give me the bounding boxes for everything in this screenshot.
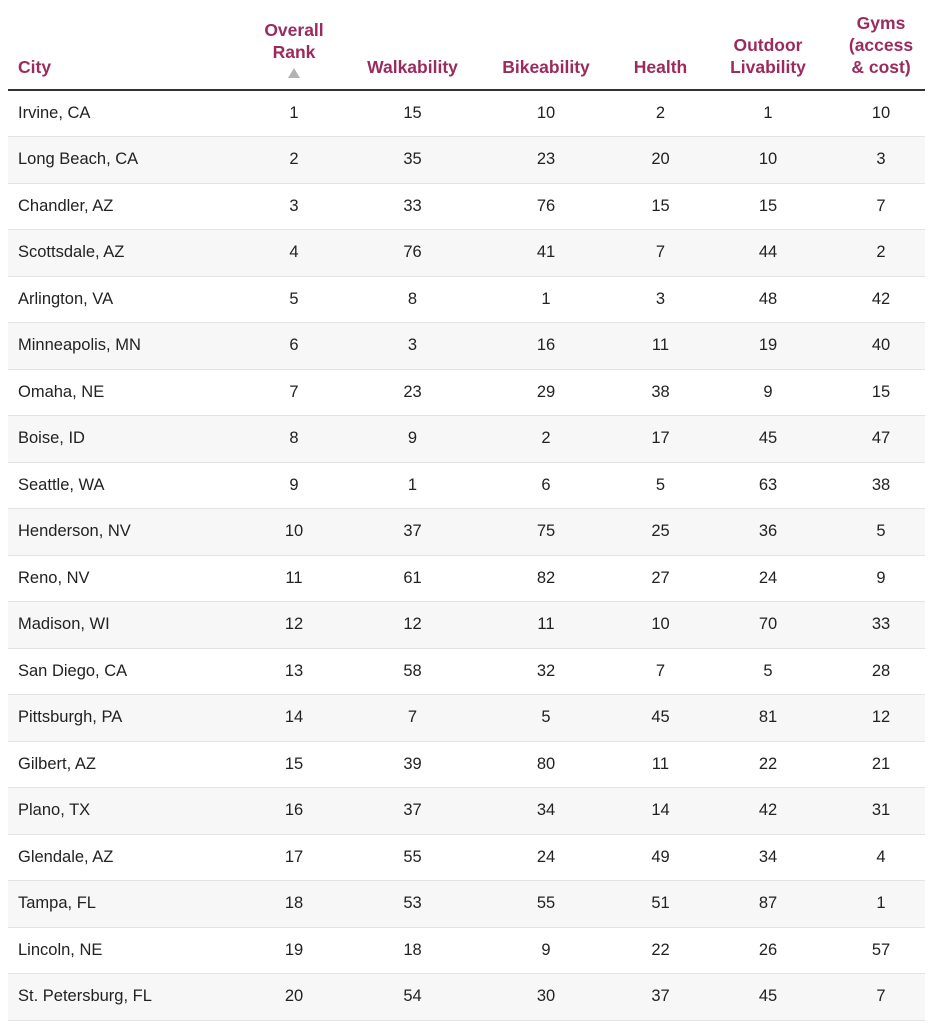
table-row	[8, 509, 925, 556]
city-cell: Gilbert, AZ	[8, 741, 233, 788]
gyms-cell: 38	[837, 462, 925, 509]
outdoor-livability-cell: 48	[699, 276, 837, 323]
column-header-overall-rank-line-1: Overall	[264, 20, 324, 40]
column-header-gyms-line-2: (access	[848, 35, 914, 55]
table-row	[8, 695, 925, 742]
city-cell: Pittsburgh, PA	[8, 695, 233, 742]
city-cell: St. Petersburg, FL	[8, 974, 233, 1021]
overall-rank-cell: 13	[233, 648, 355, 695]
health-cell: 27	[622, 555, 699, 602]
table-row	[8, 788, 925, 835]
gyms-cell: 7	[837, 183, 925, 230]
outdoor-livability-cell: 81	[699, 695, 837, 742]
gyms-cell: 7	[837, 974, 925, 1021]
city-cell: Long Beach, CA	[8, 137, 233, 184]
column-header-overall-rank[interactable]	[233, 0, 355, 90]
outdoor-livability-cell: 70	[699, 602, 837, 649]
outdoor-livability-cell: 22	[699, 741, 837, 788]
overall-rank-cell: 15	[233, 741, 355, 788]
city-cell: San Diego, CA	[8, 648, 233, 695]
overall-rank-cell: 14	[233, 695, 355, 742]
overall-rank-cell: 5	[233, 276, 355, 323]
walkability-cell: 58	[355, 648, 470, 695]
outdoor-livability-cell: 24	[699, 555, 837, 602]
city-cell: Omaha, NE	[8, 369, 233, 416]
city-cell: Tampa, FL	[8, 881, 233, 928]
walkability-cell: 37	[355, 509, 470, 556]
city-cell: Irvine, CA	[8, 90, 233, 137]
bikeability-cell: 24	[470, 834, 622, 881]
gyms-cell: 9	[837, 555, 925, 602]
bikeability-cell: 41	[470, 230, 622, 277]
walkability-cell: 15	[355, 90, 470, 137]
gyms-cell: 40	[837, 323, 925, 370]
outdoor-livability-cell: 45	[699, 974, 837, 1021]
column-header-gyms-line-3: & cost)	[851, 57, 911, 77]
table-row	[8, 90, 925, 137]
column-header-overall-rank-line-2: Rank	[272, 42, 316, 62]
health-cell: 3	[622, 276, 699, 323]
outdoor-livability-cell: 42	[699, 788, 837, 835]
bikeability-cell: 30	[470, 974, 622, 1021]
table-row	[8, 276, 925, 323]
bikeability-cell: 55	[470, 881, 622, 928]
column-header-walkability[interactable]	[355, 0, 470, 90]
bikeability-cell: 82	[470, 555, 622, 602]
column-header-city-label: City	[18, 57, 52, 77]
outdoor-livability-cell: 44	[699, 230, 837, 277]
table-row	[8, 881, 925, 928]
gyms-cell: 31	[837, 788, 925, 835]
column-header-health[interactable]	[622, 0, 699, 90]
overall-rank-cell: 19	[233, 927, 355, 974]
overall-rank-cell: 10	[233, 509, 355, 556]
bikeability-cell: 11	[470, 602, 622, 649]
overall-rank-cell: 4	[233, 230, 355, 277]
column-header-health-label: Health	[633, 57, 688, 77]
walkability-cell: 54	[355, 974, 470, 1021]
table-row	[8, 741, 925, 788]
gyms-cell: 33	[837, 602, 925, 649]
walkability-cell: 76	[355, 230, 470, 277]
bikeability-cell: 29	[470, 369, 622, 416]
walkability-cell: 33	[355, 183, 470, 230]
gyms-cell: 42	[837, 276, 925, 323]
table-row	[8, 927, 925, 974]
overall-rank-cell: 20	[233, 974, 355, 1021]
table-row	[8, 137, 925, 184]
city-cell: Chandler, AZ	[8, 183, 233, 230]
gyms-cell: 15	[837, 369, 925, 416]
column-header-city[interactable]	[8, 0, 233, 90]
column-header-walkability-label: Walkability	[367, 57, 458, 77]
column-header-outdoor-livability-line-1: Outdoor	[733, 35, 803, 55]
city-cell: Seattle, WA	[8, 462, 233, 509]
city-cell: Reno, NV	[8, 555, 233, 602]
walkability-cell: 7	[355, 695, 470, 742]
health-cell: 37	[622, 974, 699, 1021]
walkability-cell: 8	[355, 276, 470, 323]
table-row	[8, 369, 925, 416]
bikeability-cell: 76	[470, 183, 622, 230]
walkability-cell: 9	[355, 416, 470, 463]
gyms-cell: 12	[837, 695, 925, 742]
walkability-cell: 35	[355, 137, 470, 184]
table-row	[8, 462, 925, 509]
health-cell: 7	[622, 648, 699, 695]
walkability-cell: 18	[355, 927, 470, 974]
health-cell: 49	[622, 834, 699, 881]
gyms-cell: 21	[837, 741, 925, 788]
walkability-cell: 39	[355, 741, 470, 788]
overall-rank-cell: 16	[233, 788, 355, 835]
gyms-cell: 4	[837, 834, 925, 881]
city-cell: Plano, TX	[8, 788, 233, 835]
walkability-cell: 37	[355, 788, 470, 835]
health-cell: 38	[622, 369, 699, 416]
column-header-bikeability-label: Bikeability	[502, 57, 590, 77]
overall-rank-cell: 12	[233, 602, 355, 649]
column-header-gyms-line-1: Gyms	[856, 13, 906, 33]
sort-ascending-icon[interactable]	[288, 68, 300, 78]
city-cell: Lincoln, NE	[8, 927, 233, 974]
gyms-cell: 57	[837, 927, 925, 974]
bikeability-cell: 1	[470, 276, 622, 323]
overall-rank-cell: 1	[233, 90, 355, 137]
health-cell: 2	[622, 90, 699, 137]
overall-rank-cell: 9	[233, 462, 355, 509]
outdoor-livability-cell: 5	[699, 648, 837, 695]
gyms-cell: 1	[837, 881, 925, 928]
health-cell: 14	[622, 788, 699, 835]
column-header-outdoor-livability-line-2: Livability	[730, 57, 806, 77]
health-cell: 20	[622, 137, 699, 184]
table-row	[8, 602, 925, 649]
table-row	[8, 648, 925, 695]
bikeability-cell: 9	[470, 927, 622, 974]
gyms-cell: 2	[837, 230, 925, 277]
bikeability-cell: 34	[470, 788, 622, 835]
table-row	[8, 230, 925, 277]
gyms-cell: 5	[837, 509, 925, 556]
bikeability-cell: 2	[470, 416, 622, 463]
overall-rank-cell: 8	[233, 416, 355, 463]
outdoor-livability-cell: 87	[699, 881, 837, 928]
overall-rank-cell: 18	[233, 881, 355, 928]
bikeability-cell: 75	[470, 509, 622, 556]
bikeability-cell: 32	[470, 648, 622, 695]
city-cell: Minneapolis, MN	[8, 323, 233, 370]
health-cell: 5	[622, 462, 699, 509]
city-cell: Arlington, VA	[8, 276, 233, 323]
outdoor-livability-cell: 26	[699, 927, 837, 974]
table-row	[8, 183, 925, 230]
health-cell: 15	[622, 183, 699, 230]
outdoor-livability-cell: 1	[699, 90, 837, 137]
table-row	[8, 555, 925, 602]
health-cell: 10	[622, 602, 699, 649]
walkability-cell: 53	[355, 881, 470, 928]
health-cell: 11	[622, 741, 699, 788]
overall-rank-cell: 3	[233, 183, 355, 230]
table-row	[8, 323, 925, 370]
city-rankings-table	[8, 0, 925, 1021]
walkability-cell: 23	[355, 369, 470, 416]
bikeability-cell: 5	[470, 695, 622, 742]
rankings-table-container	[8, 0, 925, 1021]
city-cell: Henderson, NV	[8, 509, 233, 556]
city-cell: Boise, ID	[8, 416, 233, 463]
overall-rank-cell: 7	[233, 369, 355, 416]
overall-rank-cell: 2	[233, 137, 355, 184]
gyms-cell: 28	[837, 648, 925, 695]
outdoor-livability-cell: 34	[699, 834, 837, 881]
overall-rank-cell: 11	[233, 555, 355, 602]
table-row	[8, 416, 925, 463]
city-cell: Scottsdale, AZ	[8, 230, 233, 277]
health-cell: 25	[622, 509, 699, 556]
walkability-cell: 3	[355, 323, 470, 370]
header-row	[8, 0, 925, 90]
table-row	[8, 974, 925, 1021]
walkability-cell: 55	[355, 834, 470, 881]
outdoor-livability-cell: 10	[699, 137, 837, 184]
table-body	[8, 90, 925, 1020]
bikeability-cell: 23	[470, 137, 622, 184]
city-cell: Glendale, AZ	[8, 834, 233, 881]
bikeability-cell: 6	[470, 462, 622, 509]
outdoor-livability-cell: 45	[699, 416, 837, 463]
gyms-cell: 10	[837, 90, 925, 137]
health-cell: 17	[622, 416, 699, 463]
health-cell: 51	[622, 881, 699, 928]
health-cell: 11	[622, 323, 699, 370]
outdoor-livability-cell: 19	[699, 323, 837, 370]
overall-rank-cell: 6	[233, 323, 355, 370]
outdoor-livability-cell: 63	[699, 462, 837, 509]
walkability-cell: 1	[355, 462, 470, 509]
table-header	[8, 0, 925, 90]
outdoor-livability-cell: 9	[699, 369, 837, 416]
gyms-cell: 3	[837, 137, 925, 184]
health-cell: 7	[622, 230, 699, 277]
column-header-bikeability[interactable]	[470, 0, 622, 90]
bikeability-cell: 80	[470, 741, 622, 788]
health-cell: 45	[622, 695, 699, 742]
outdoor-livability-cell: 15	[699, 183, 837, 230]
overall-rank-cell: 17	[233, 834, 355, 881]
outdoor-livability-cell: 36	[699, 509, 837, 556]
gyms-cell: 47	[837, 416, 925, 463]
walkability-cell: 12	[355, 602, 470, 649]
table-row	[8, 834, 925, 881]
column-header-gyms[interactable]	[837, 0, 925, 90]
walkability-cell: 61	[355, 555, 470, 602]
bikeability-cell: 10	[470, 90, 622, 137]
health-cell: 22	[622, 927, 699, 974]
bikeability-cell: 16	[470, 323, 622, 370]
city-cell: Madison, WI	[8, 602, 233, 649]
column-header-outdoor-livability[interactable]	[699, 0, 837, 90]
